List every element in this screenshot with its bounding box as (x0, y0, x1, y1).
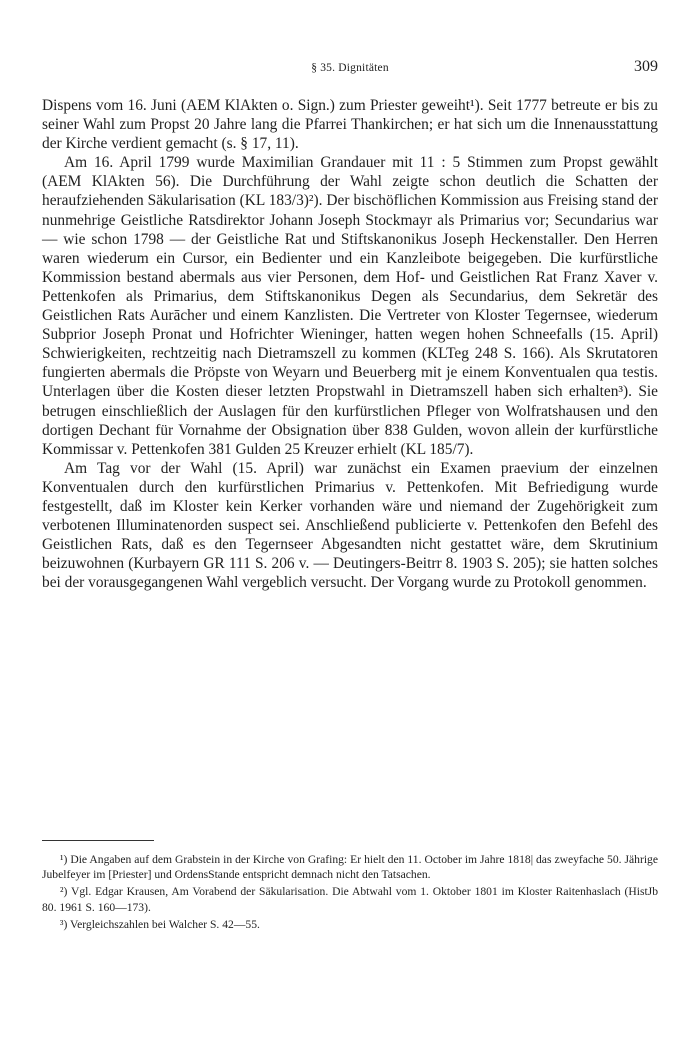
footnote-1: ¹) Die Angaben auf dem Grabstein in der Kirche von Grafing: Er hielt den 11. October im Jahre 1818| das zweyfache 50. Jährige Jubelfeyer im [Priester] und OrdensStande entspricht demnach nicht den Tatsachen. (42, 853, 658, 882)
paragraph-1: Dispens vom 16. Juni (AEM KlAkten o. Sign.) zum Priester geweiht¹). Seit 1777 betreute er bis zu seiner Wahl zum Propst 20 Jahre lang die Pfarrei Thankirchen; er hat sich um die Innenausstattung der Kirche verdient gemacht (s. § 17, 11). (42, 97, 658, 153)
section-title: § 35. Dignitäten (311, 62, 389, 74)
footnote-2: ²) Vgl. Edgar Krausen, Am Vorabend der Säkularisation. Die Abtwahl vom 1. Oktober 1801 im Kloster Raitenhaslach (HistJb 80. 1961 S. 160—173). (42, 885, 658, 914)
paragraph-2: Am 16. April 1799 wurde Maximilian Grandauer mit 11 : 5 Stimmen zum Propst gewählt (AEM KlAkten 56). Die Durchführung der Wahl zeigte schon deutlich die Schatten der heraufziehenden Säkularisation (KL 183/3)²). Der bischöflichen Kommission aus Freising stand der nunmehrige Geistliche Ratsdirektor Johann Joseph Stockmayr als Primarius vor; Secundarius war — wie schon 1798 — der Geistliche Rat und Stiftskanonikus Joseph Heckenstaller. Den Herren waren wiederum ein Cursor, ein Bedienter und ein Kanzleibote beigegeben. Die kurfürstliche Kommission bestand abermals aus vier Personen, dem Hof- und Geistlichen Rat Franz Xaver v. Pettenkofen als Primarius, dem Stiftskanonikus Degen als Secundarius, dem Sekretär des Geistlichen Rats Aurācher und einem Kanzlisten. Die Vertreter von Kloster Tegernsee, wiederum Subprior Joseph Pronat und Hofrichter Wieninger, hatten wegen hohen Schneefalls (15. April) Schwierigkeiten, rechtzeitig nach Dietramszell zu kommen (KLTeg 248 S. 166). Als Skrutatoren fungierten abermals die Pröpste von Weyarn und Beuerberg mit je einem Konventualen qua testis. Unterlagen über die Kosten dieser letzten Propstwahl in Dietramszell haben sich erhalten³). Sie betrugen einschließlich der Auslagen für den kurfürstlichen Pfleger von Wolfratshausen und den dortigen Dechant für Vornahme der Obsignation über 838 Gulden, wovon allein der kurfürstliche Kommissar v. Pettenkofen 381 Gulden 25 Kreuzer erhielt (KL 185/7). (42, 154, 658, 458)
main-text (42, 96, 658, 592)
running-head (42, 58, 658, 82)
page-number: 309 (634, 58, 658, 75)
paragraph-3: Am Tag vor der Wahl (15. April) war zunächst ein Examen praevium der einzelnen Konventualen durch den kurfürstlichen Primarius v. Pettenkofen. Mit Befriedigung wurde festgestellt, daß im Kloster kein Kerker vorhanden wäre und niemand der Zugehörigkeit zum verbotenen Illuminatenorden suspect sei. Anschließend publicierte v. Pettenkofen den Befehl des Geistlichen Rats, daß es den Tegernseer Abgesandten nicht gestattet wäre, dem Skrutinium beizuwohnen (Kurbayern GR 111 S. 206 v. — Deutingers-Beitrr 8. 1903 S. 205); sie hatten solches bei der vorausgegangenen Wahl vergeblich versucht. Der Vorgang wurde zu Protokoll genommen. (42, 459, 658, 592)
footnote-3: ³) Vergleichszahlen bei Walcher S. 42—55. (60, 917, 260, 931)
footnotes (42, 852, 658, 934)
footnote-separator (42, 840, 154, 841)
